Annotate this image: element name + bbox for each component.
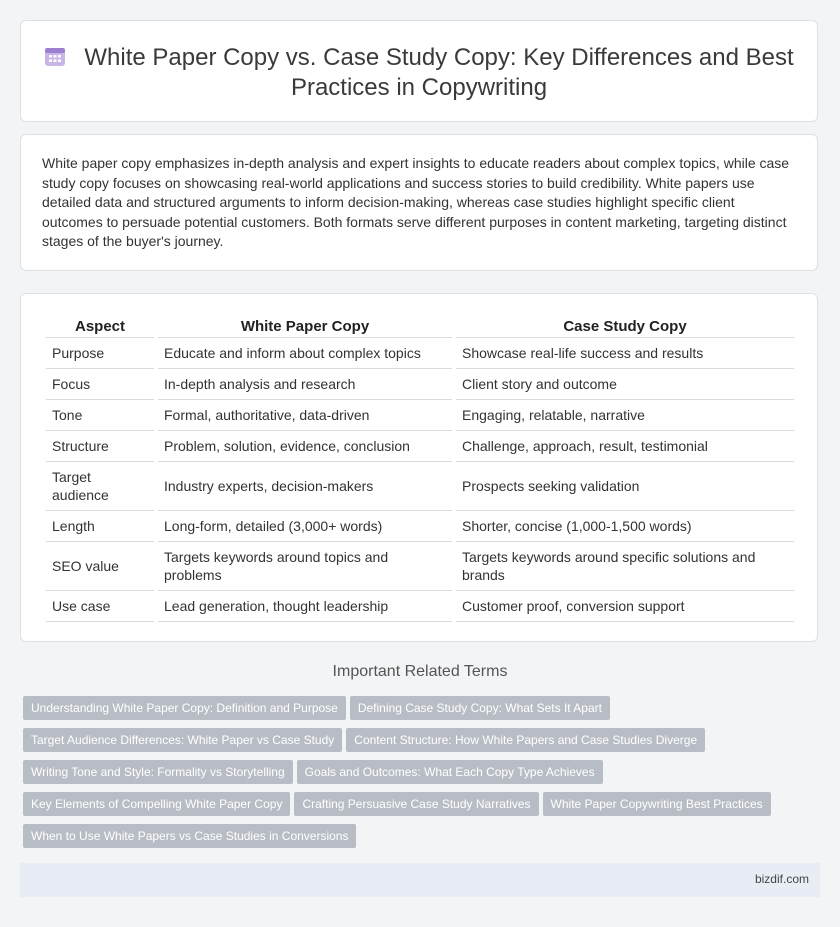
- footer-brand[interactable]: bizdif.com: [754, 872, 809, 886]
- case-study-cell: Showcase real-life success and results: [456, 338, 794, 369]
- white-paper-cell: Problem, solution, evidence, conclusion: [158, 431, 452, 462]
- case-study-cell: Customer proof, conversion support: [456, 591, 794, 622]
- related-term-link[interactable]: Defining Case Study Copy: What Sets It Apart: [350, 696, 610, 720]
- aspect-cell: SEO value: [46, 542, 154, 591]
- related-term-link[interactable]: Target Audience Differences: White Paper vs Case Study: [23, 728, 342, 752]
- white-paper-cell: Educate and inform about complex topics: [158, 338, 452, 369]
- case-study-cell: Client story and outcome: [456, 369, 794, 400]
- comparison-table: [42, 312, 798, 622]
- page-title: [21, 43, 817, 103]
- table-row: [46, 431, 794, 462]
- calendar-icon: [44, 45, 66, 67]
- intro-card: [20, 134, 818, 271]
- header-white-paper: White Paper Copy: [158, 312, 452, 338]
- aspect-cell: Structure: [46, 431, 154, 462]
- title-card: [20, 20, 818, 122]
- white-paper-cell: Formal, authoritative, data-driven: [158, 400, 452, 431]
- table-header-row: [46, 312, 794, 338]
- aspect-cell: Length: [46, 511, 154, 542]
- case-study-cell: Challenge, approach, result, testimonial: [456, 431, 794, 462]
- case-study-cell: Shorter, concise (1,000-1,500 words): [456, 511, 794, 542]
- white-paper-cell: Industry experts, decision-makers: [158, 462, 452, 511]
- related-term-link[interactable]: When to Use White Papers vs Case Studies in Conversions: [23, 824, 356, 848]
- case-study-cell: Prospects seeking validation: [456, 462, 794, 511]
- white-paper-cell: In-depth analysis and research: [158, 369, 452, 400]
- related-term-link[interactable]: Content Structure: How White Papers and Case Studies Diverge: [346, 728, 705, 752]
- header-case-study: Case Study Copy: [456, 312, 794, 338]
- footer: [20, 863, 820, 897]
- related-term-link[interactable]: Key Elements of Compelling White Paper Copy: [23, 792, 290, 816]
- related-term-link[interactable]: Goals and Outcomes: What Each Copy Type Achieves: [297, 760, 603, 784]
- white-paper-cell: Lead generation, thought leadership: [158, 591, 452, 622]
- table-row: [46, 400, 794, 431]
- aspect-cell: Purpose: [46, 338, 154, 369]
- header-aspect: Aspect: [46, 312, 154, 338]
- page-title-text: White Paper Copy vs. Case Study Copy: Key Differences and Best Practices in Copywriting: [84, 44, 794, 101]
- white-paper-cell: Targets keywords around topics and problems: [158, 542, 452, 591]
- aspect-cell: Focus: [46, 369, 154, 400]
- related-term-link[interactable]: White Paper Copywriting Best Practices: [543, 792, 771, 816]
- aspect-cell: Target audience: [46, 462, 154, 511]
- intro-paragraph: White paper copy emphasizes in-depth analysis and expert insights to educate readers about complex topics, while case study copy focuses on showcasing real-world applications and success stories to build credibility. White papers use detailed data and structured arguments to inform decision-making, whereas case studies highlight specific client outcomes to persuade potential customers. Both formats serve different purposes in content marketing, targeting distinct stages of the buyer's journey.: [42, 155, 790, 250]
- comparison-card: [20, 293, 818, 642]
- table-row: [46, 591, 794, 622]
- white-paper-cell: Long-form, detailed (3,000+ words): [158, 511, 452, 542]
- table-row: [46, 369, 794, 400]
- table-row: [46, 338, 794, 369]
- aspect-cell: Use case: [46, 591, 154, 622]
- table-row: [46, 511, 794, 542]
- related-term-link[interactable]: Crafting Persuasive Case Study Narratives: [294, 792, 538, 816]
- table-row: [46, 462, 794, 511]
- case-study-cell: Engaging, relatable, narrative: [456, 400, 794, 431]
- related-term-link[interactable]: Writing Tone and Style: Formality vs Storytelling: [23, 760, 293, 784]
- aspect-cell: Tone: [46, 400, 154, 431]
- related-terms-heading: Important Related Terms: [332, 663, 508, 680]
- table-row: [46, 542, 794, 591]
- related-terms-list: [23, 696, 823, 856]
- case-study-cell: Targets keywords around specific solutions and brands: [456, 542, 794, 591]
- related-term-link[interactable]: Understanding White Paper Copy: Definition and Purpose: [23, 696, 346, 720]
